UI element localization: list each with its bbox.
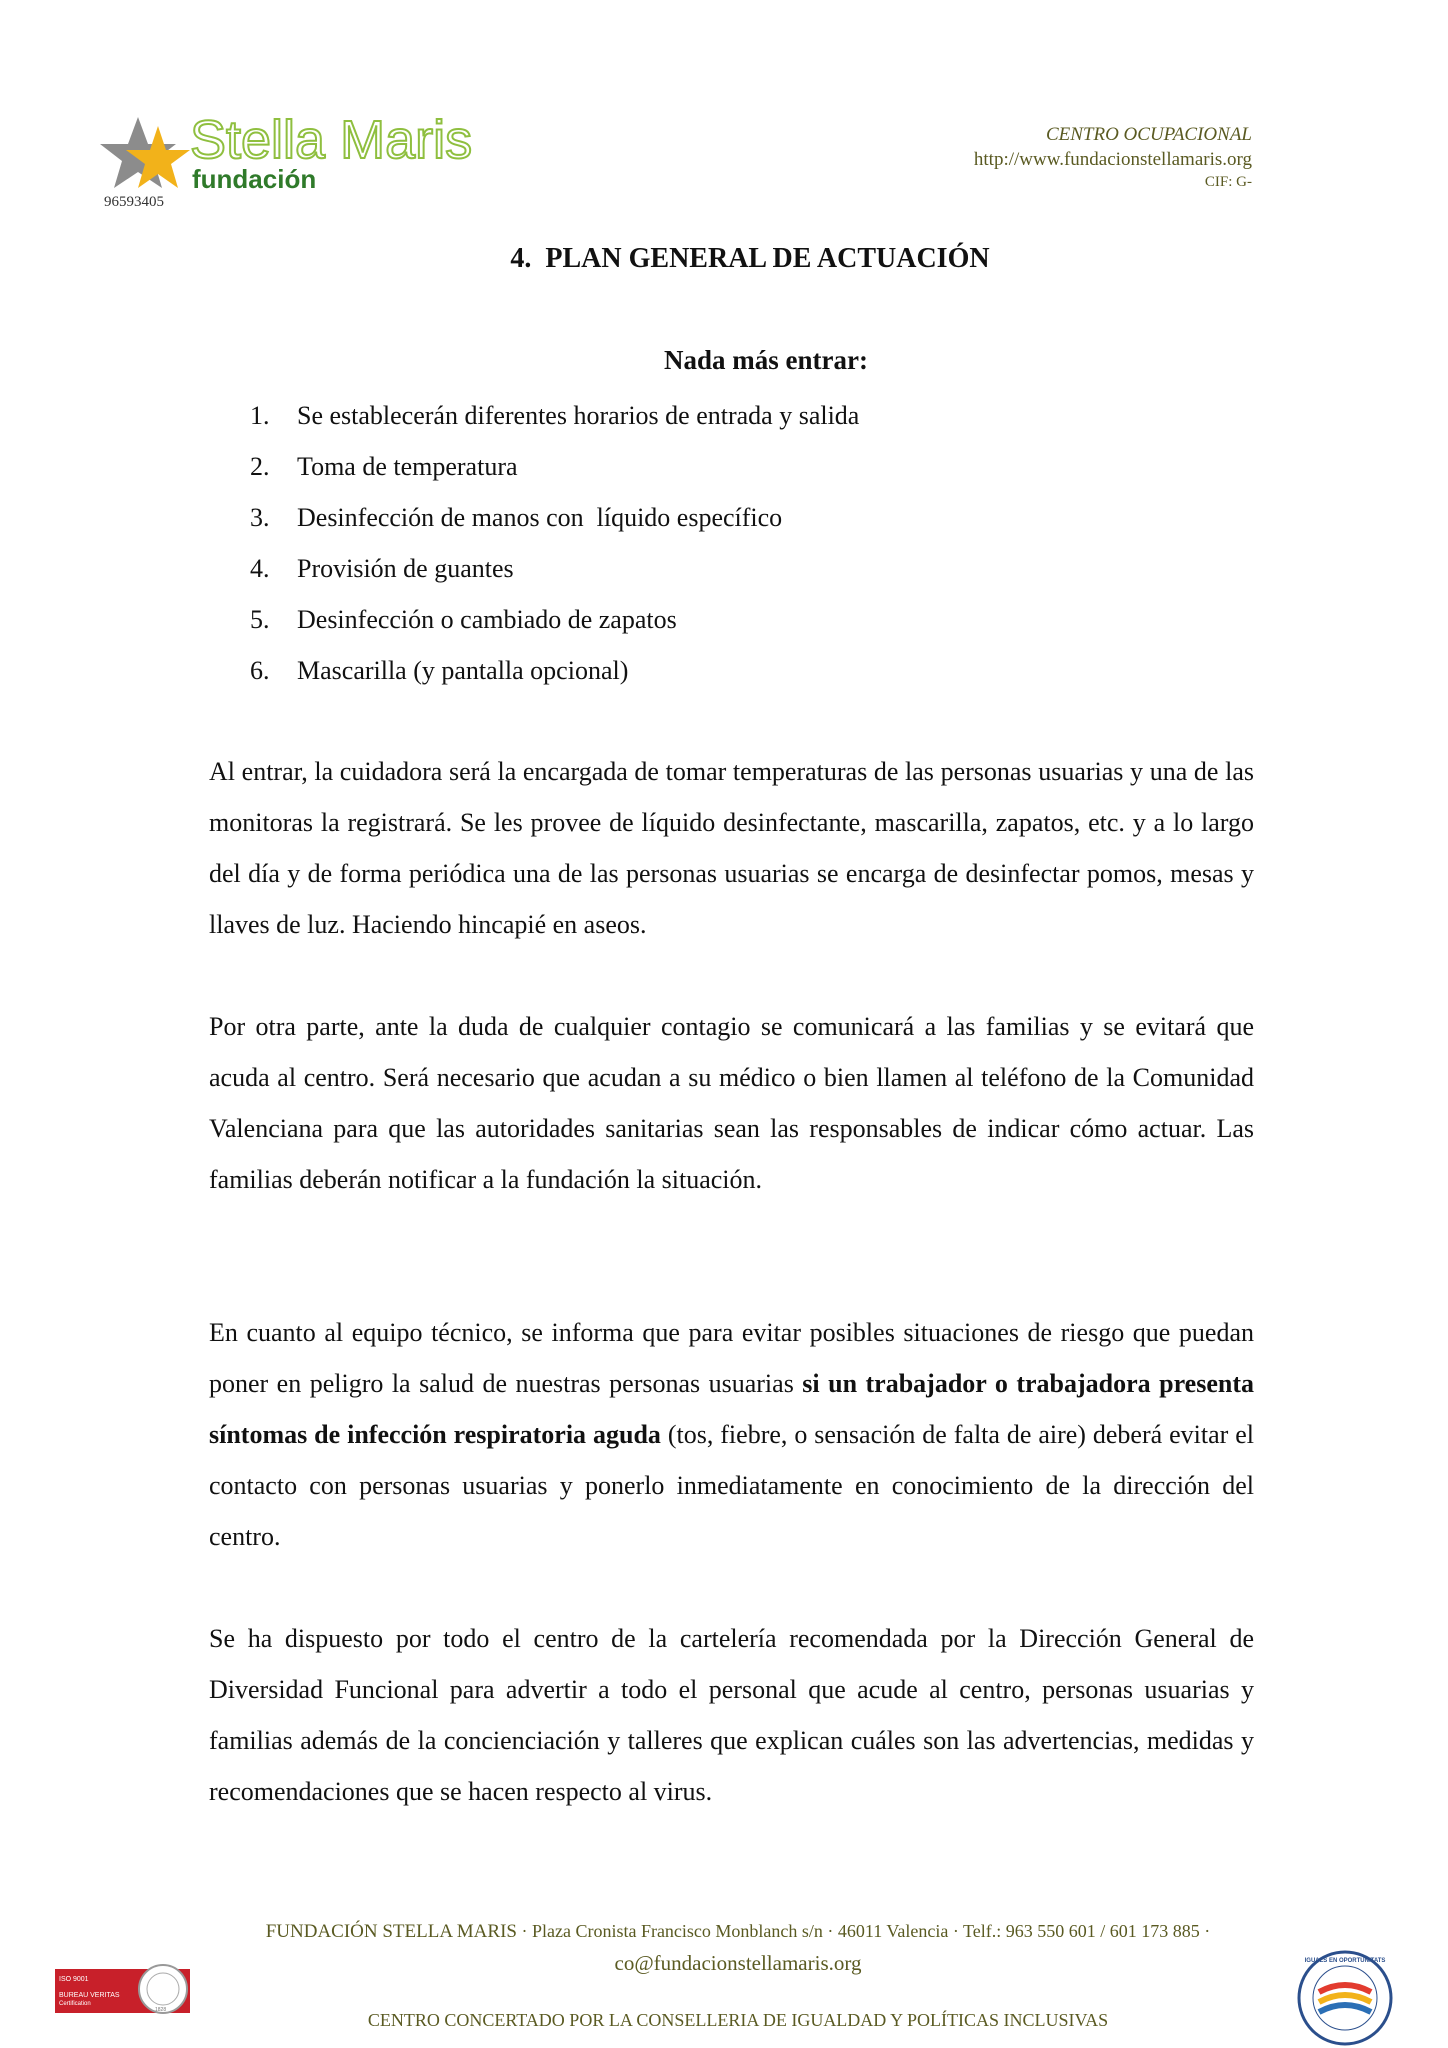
entry-steps-list: [250, 390, 859, 696]
iso-certification-badge: [55, 1963, 190, 2015]
footer-concertado: CENTRO CONCERTADO POR LA CONSELLERIA DE IGUALDAD Y POLÍTICAS INCLUSIVAS: [367, 2010, 1109, 2030]
list-item: 4. Provisión de guantes: [250, 554, 514, 583]
logo-name: Stella Maris: [190, 112, 473, 170]
header-phone: 96593405: [104, 194, 164, 210]
list-item: 2. Toma de temperatura: [250, 452, 518, 481]
logo-sub: fundación: [192, 164, 317, 194]
list-item: 6. Mascarilla (y pantalla opcional): [250, 656, 629, 685]
list-item: 5. Desinfección o cambiado de zapatos: [250, 605, 677, 634]
bold-warning: si un trabajador o trabajadora presenta síntomas de infección respiratoria aguda: [209, 1369, 1254, 1449]
section-subtitle: Nada más entrar:: [664, 345, 868, 375]
svg-text:ISO 9001: ISO 9001: [59, 1976, 89, 1983]
seal-text: IGUALS EN OPORTUNITATS: [1304, 1958, 1386, 1964]
paragraph-technical-team: En cuanto al equipo técnico, se informa que para evitar posibles situaciones de riesgo que puedan poner en peligro la salud de nuestras personas usuarias si un trabajador o trabajadora presenta síntomas de infección respiratoria aguda (tos, fiebre, o sensación de falta de aire) deberá evitar el contacto con personas usuarias y ponerlo inmediatamente en conocimiento de la dirección del centro.: [209, 1318, 1254, 1551]
org-type: CENTRO OCUPACIONAL: [1045, 124, 1252, 145]
equality-seal-badge: [1295, 1948, 1395, 2048]
footer-email[interactable]: co@fundacionstellamaris.org: [614, 1951, 862, 1975]
header-contact: [974, 122, 1252, 192]
section-title: 4. PLAN GENERAL DE ACTUACIÓN: [510, 243, 990, 274]
footer-address: FUNDACIÓN STELLA MARIS · Plaza Cronista Francisco Monblanch s/n · 46011 Valencia · Telf.: 963 550 601 / 601 173 885 ·: [265, 1921, 1211, 1942]
bureau-veritas-seal-icon: [139, 1965, 187, 2013]
paragraph-signage: Se ha dispuesto por todo el centro de la cartelería recomendada por la Dirección General de Diversidad Funcional para advertir a todo el personal que acude al centro, personas usuarias y familias además de la concienciación y talleres que explican cuáles son las advertencias, medidas y recomendaciones que se hacen respecto al virus.: [209, 1624, 1254, 1806]
paragraph-contagion-doubt: Por otra parte, ante la duda de cualquier contagio se comunicará a las familias y se evitará que acuda al centro. Será necesario que acudan a su médico o bien llamen al teléfono de la Comunidad Valenciana para que las autoridades sanitarias sean las responsables de indicar cómo actuar. Las familias deberán notificar a la fundación la situación.: [209, 1012, 1254, 1194]
svg-text:1828: 1828: [155, 2007, 167, 2013]
svg-text:BUREAU VERITAS: BUREAU VERITAS: [59, 1992, 120, 1999]
list-item: 3. Desinfección de manos con líquido específico: [250, 503, 783, 532]
paragraph-entry-procedure: Al entrar, la cuidadora será la encargada de tomar temperaturas de las personas usuarias y una de las monitoras la registrará. Se les provee de líquido desinfectante, mascarilla, zapatos, etc. y a lo largo del día y de forma periódica una de las personas usuarias se encarga de desinfectar pomos, mesas y llaves de luz. Haciendo hincapié en aseos.: [209, 757, 1254, 939]
svg-text:Certification: Certification: [59, 2001, 91, 2007]
cif-label: CIF: G-: [1204, 174, 1252, 190]
list-item: 1. Se establecerán diferentes horarios de entrada y salida: [250, 401, 860, 430]
website-link[interactable]: http://www.fundacionstellamaris.org: [973, 149, 1252, 170]
